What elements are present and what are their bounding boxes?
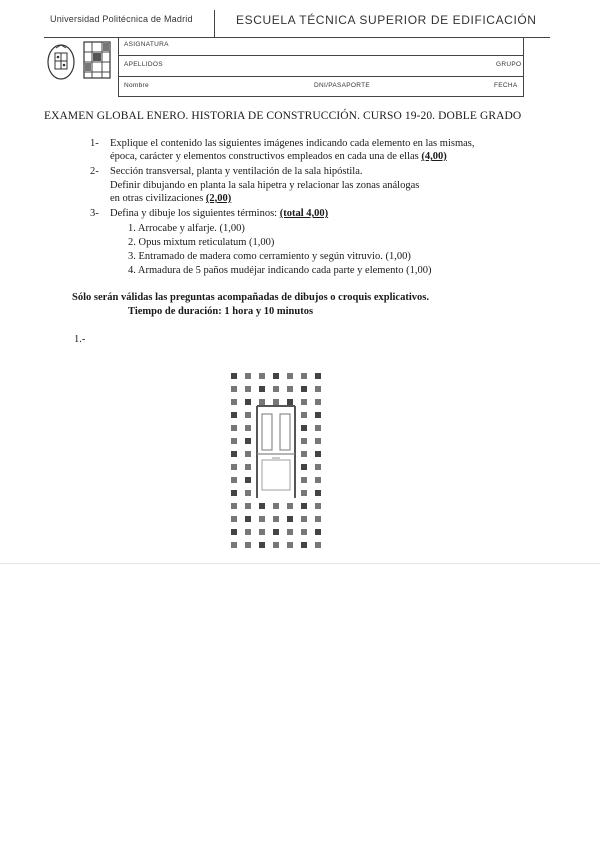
column-mark xyxy=(259,542,265,548)
column-mark xyxy=(231,490,237,496)
header-rule xyxy=(44,37,550,38)
column-mark xyxy=(245,373,251,379)
column-mark xyxy=(287,542,293,548)
column-mark xyxy=(231,438,237,444)
column-mark xyxy=(273,373,279,379)
university-seal-icon xyxy=(46,42,76,82)
question-2-number: 2- xyxy=(90,166,99,177)
column-mark xyxy=(301,412,307,418)
column-mark xyxy=(259,386,265,392)
column-mark xyxy=(287,516,293,522)
university-name: Universidad Politécnica de Madrid xyxy=(50,14,193,24)
column-mark xyxy=(273,386,279,392)
question-3-item-3: 3. Entramado de madera como cerramiento y según vitruvio. (1,00) xyxy=(128,251,411,262)
floor-plan-drawing xyxy=(226,370,326,554)
column-mark xyxy=(301,477,307,483)
column-mark xyxy=(287,503,293,509)
question-2-line-2: Definir dibujando en planta la sala hipetra y relacionar las zonas análogas xyxy=(110,180,420,191)
column-mark xyxy=(245,516,251,522)
school-name: ESCUELA TÉCNICA SUPERIOR DE EDIFICACIÓN xyxy=(236,13,537,27)
column-mark xyxy=(287,386,293,392)
form-rule-2 xyxy=(118,76,523,77)
column-mark xyxy=(273,542,279,548)
field-dni: DNI/PASAPORTE xyxy=(314,82,371,89)
question-3-text: Defina y dibuje los siguientes términos: xyxy=(110,208,278,219)
column-mark xyxy=(231,503,237,509)
column-mark xyxy=(259,503,265,509)
column-mark xyxy=(315,373,321,379)
validity-note: Sólo serán válidas las preguntas acompañadas de dibujos o croquis explicativos. xyxy=(72,292,429,303)
column-mark xyxy=(315,451,321,457)
image-label: 1.- xyxy=(74,334,86,345)
column-mark xyxy=(273,529,279,535)
column-mark xyxy=(315,503,321,509)
column-mark xyxy=(301,490,307,496)
column-mark xyxy=(301,386,307,392)
field-grupo: GRUPO xyxy=(496,61,522,68)
question-2-line-1: Sección transversal, planta y ventilación de la sala hipóstila. xyxy=(110,166,363,177)
column-mark xyxy=(245,438,251,444)
column-mark xyxy=(301,464,307,470)
column-mark xyxy=(231,529,237,535)
column-mark xyxy=(315,529,321,535)
column-mark xyxy=(245,399,251,405)
column-mark xyxy=(231,516,237,522)
school-crest-icon xyxy=(82,40,112,82)
column-mark xyxy=(273,503,279,509)
field-apellidos: APELLIDOS xyxy=(124,61,163,68)
field-asignatura: ASIGNATURA xyxy=(124,41,169,48)
column-mark xyxy=(231,399,237,405)
column-mark xyxy=(287,373,293,379)
column-mark xyxy=(231,451,237,457)
column-mark xyxy=(301,529,307,535)
column-mark xyxy=(259,399,265,405)
form-rule-3 xyxy=(118,96,523,97)
column-mark xyxy=(245,503,251,509)
field-fecha: FECHA xyxy=(494,82,518,89)
column-mark xyxy=(301,438,307,444)
question-1-line-1: Explique el contenido las siguientes imágenes indicando cada elemento en las mismas, xyxy=(110,138,475,149)
question-1-text: época, carácter y elementos constructivos empleados en cada una de ellas xyxy=(110,151,419,162)
column-mark xyxy=(245,529,251,535)
column-mark xyxy=(259,529,265,535)
column-mark xyxy=(315,464,321,470)
column-mark xyxy=(315,490,321,496)
question-1-line-2 xyxy=(110,151,447,162)
column-mark xyxy=(287,399,293,405)
question-3-number: 3- xyxy=(90,208,99,219)
column-mark xyxy=(315,412,321,418)
column-mark xyxy=(301,451,307,457)
column-mark xyxy=(315,425,321,431)
question-3-item-4: 4. Armadura de 5 paños mudéjar indicando cada parte y elemento (1,00) xyxy=(128,265,432,276)
column-mark xyxy=(259,516,265,522)
column-mark xyxy=(315,516,321,522)
header-divider xyxy=(214,10,215,38)
column-mark xyxy=(245,490,251,496)
question-3-line-1 xyxy=(110,208,328,219)
column-mark xyxy=(245,477,251,483)
question-1-number: 1- xyxy=(90,138,99,149)
column-mark xyxy=(231,464,237,470)
duration-note: Tiempo de duración: 1 hora y 10 minutos xyxy=(128,306,314,317)
column-mark xyxy=(315,542,321,548)
column-mark xyxy=(231,373,237,379)
column-mark xyxy=(231,386,237,392)
column-mark xyxy=(231,412,237,418)
column-mark xyxy=(301,399,307,405)
exam-title: EXAMEN GLOBAL ENERO. HISTORIA DE CONSTRUCCIÓN. CURSO 19-20. DOBLE GRADO xyxy=(44,110,522,122)
question-1-score: (4,00) xyxy=(421,151,447,162)
question-2-line-3 xyxy=(110,193,231,204)
column-mark xyxy=(301,425,307,431)
question-2-text: en otras civilizaciones xyxy=(110,193,204,204)
column-mark xyxy=(231,542,237,548)
column-mark xyxy=(315,438,321,444)
column-mark xyxy=(315,399,321,405)
column-mark xyxy=(245,386,251,392)
column-mark xyxy=(231,477,237,483)
column-mark xyxy=(273,399,279,405)
column-mark xyxy=(301,542,307,548)
column-mark xyxy=(245,451,251,457)
field-nombre: Nombre xyxy=(124,82,149,89)
column-mark xyxy=(273,516,279,522)
column-mark xyxy=(301,516,307,522)
column-mark xyxy=(245,464,251,470)
form-right-border xyxy=(523,37,524,97)
scan-edge xyxy=(0,563,600,564)
column-mark xyxy=(245,542,251,548)
column-mark xyxy=(301,503,307,509)
question-3-item-1: 1. Arrocabe y alfarje. (1,00) xyxy=(128,223,245,234)
column-mark xyxy=(245,412,251,418)
question-3-score: (total 4,00) xyxy=(279,208,329,219)
column-mark xyxy=(245,425,251,431)
column-mark xyxy=(301,373,307,379)
column-mark xyxy=(315,386,321,392)
form-left-border xyxy=(118,37,119,97)
question-3-item-2: 2. Opus mixtum reticulatum (1,00) xyxy=(128,237,275,248)
column-mark xyxy=(287,529,293,535)
question-2-score: (2,00) xyxy=(205,193,232,204)
column-mark xyxy=(315,477,321,483)
column-mark xyxy=(259,373,265,379)
form-rule-1 xyxy=(118,55,523,56)
column-mark xyxy=(231,425,237,431)
